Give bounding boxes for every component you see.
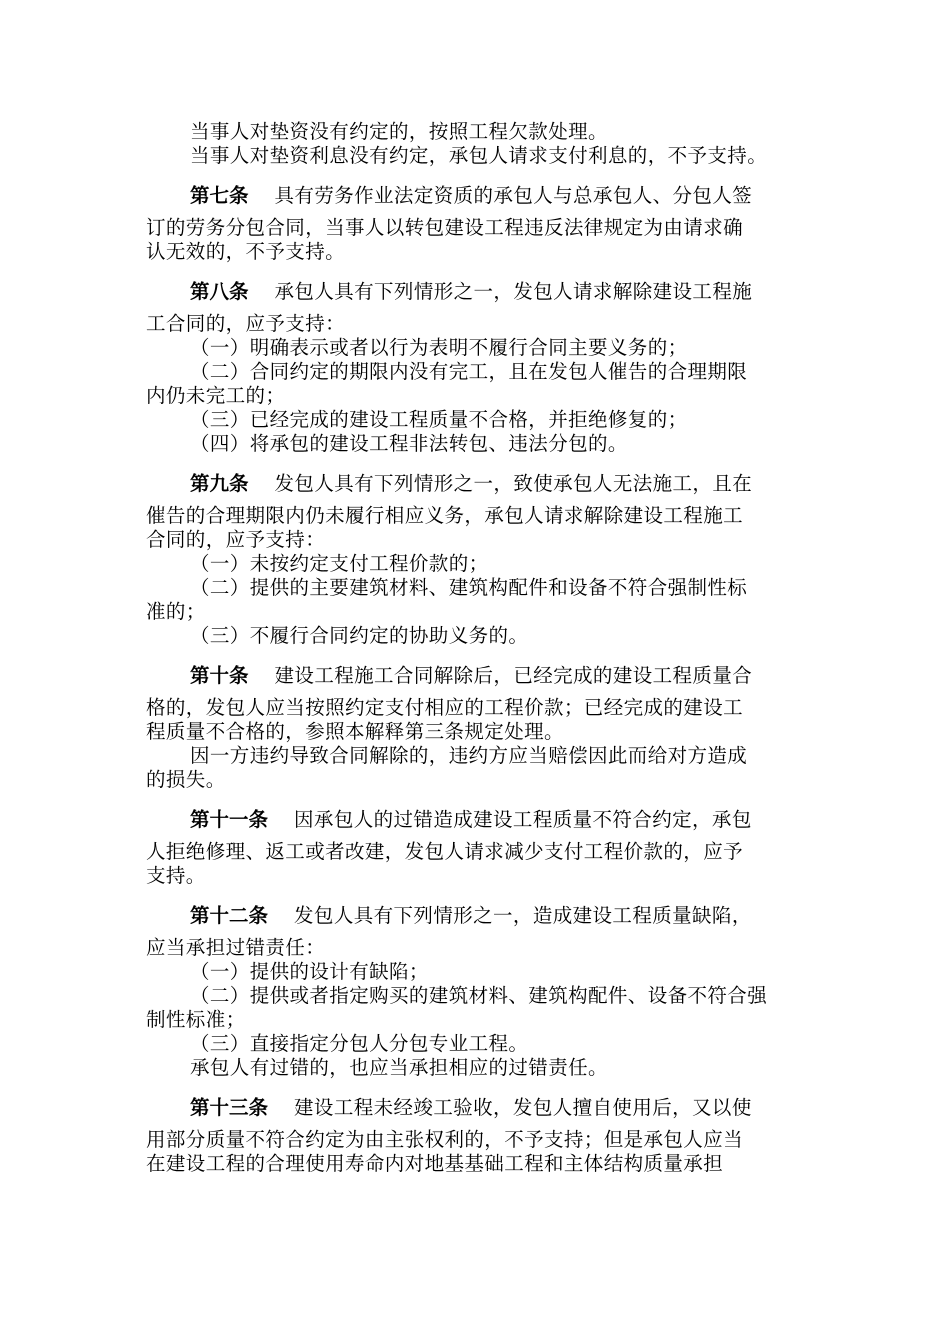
text-line (146, 720, 810, 744)
line-text: 工合同的，应予支持： (146, 312, 346, 335)
text-line (146, 664, 810, 688)
article-number: 第八条 (190, 280, 249, 303)
text-line (146, 552, 810, 576)
text-line (146, 1008, 810, 1032)
article-number: 第十三条 (190, 1096, 269, 1119)
text-line (146, 472, 810, 496)
text-line (146, 280, 810, 304)
line-text: 当事人对垫资没有约定的，按照工程欠款处理。 (190, 120, 608, 143)
line-text: （二）提供的主要建筑材料、建筑构配件和设备不符合强制性标 (190, 576, 748, 599)
line-text: 内仍未完工的； (146, 384, 286, 407)
line-text: 发包人具有下列情形之一，致使承包人无法施工，且在 (274, 472, 753, 495)
line-text: 催告的合理期限内仍未履行相应义务，承包人请求解除建设工程施工 (146, 504, 744, 527)
text-line (146, 312, 810, 336)
text-line (146, 960, 810, 984)
line-text: （三）不履行合同约定的协助义务的。 (190, 624, 529, 647)
line-text: 准的； (146, 600, 206, 623)
text-line (146, 144, 810, 168)
line-text: 订的劳务分包合同，当事人以转包建设工程违反法律规定为由请求确 (146, 216, 744, 239)
text-line (146, 528, 810, 552)
line-text: 因承包人的过错造成建设工程质量不符合约定，承包 (294, 808, 752, 831)
document-body (146, 120, 810, 1176)
text-line (146, 936, 810, 960)
line-text: 支持。 (146, 864, 206, 887)
text-line (146, 984, 810, 1008)
line-text: 制性标准； (146, 1008, 246, 1031)
text-line (146, 696, 810, 720)
line-text: 建设工程未经竣工验收，发包人擅自使用后，又以使 (294, 1096, 752, 1119)
line-text: 格的，发包人应当按照约定支付相应的工程价款；已经完成的建设工 (146, 696, 744, 719)
article-number: 第九条 (190, 472, 249, 495)
line-text: （四）将承包的建设工程非法转包、违法分包的。 (190, 432, 628, 455)
text-line (146, 600, 810, 624)
line-text: （一）未按约定支付工程价款的； (190, 552, 489, 575)
article-number: 第十条 (190, 664, 249, 687)
text-line (146, 184, 810, 208)
line-text: 因一方违约导致合同解除的，违约方应当赔偿因此而给对方造成 (190, 744, 748, 767)
text-line (146, 864, 810, 888)
line-text: 程质量不合格的，参照本解释第三条规定处理。 (146, 720, 564, 743)
text-line (146, 1056, 810, 1080)
line-text: 的损失。 (146, 768, 226, 791)
text-line (146, 120, 810, 144)
text-line (146, 336, 810, 360)
text-line (146, 504, 810, 528)
text-line (146, 1096, 810, 1120)
text-line (146, 1032, 810, 1056)
text-line (146, 408, 810, 432)
line-text: （一）明确表示或者以行为表明不履行合同主要义务的； (190, 336, 688, 359)
text-line (146, 808, 810, 832)
text-line (146, 768, 810, 792)
line-text: 用部分质量不符合约定为由主张权利的，不予支持；但是承包人应当 (146, 1128, 744, 1151)
line-text: 承包人具有下列情形之一，发包人请求解除建设工程施 (274, 280, 753, 303)
line-text: 合同的，应予支持： (146, 528, 326, 551)
line-text: 人拒绝修理、返工或者改建，发包人请求减少支付工程价款的，应予 (146, 840, 744, 863)
line-text: 认无效的，不予支持。 (146, 240, 346, 263)
text-line (146, 432, 810, 456)
line-text: 应当承担过错责任： (146, 936, 326, 959)
text-line (146, 1128, 810, 1152)
text-line (146, 744, 810, 768)
line-text: 发包人具有下列情形之一，造成建设工程质量缺陷， (294, 904, 752, 927)
article-number: 第七条 (190, 184, 249, 207)
line-text: 建设工程施工合同解除后，已经完成的建设工程质量合 (274, 664, 753, 687)
article-number: 第十二条 (190, 904, 269, 927)
line-text: （三）已经完成的建设工程质量不合格，并拒绝修复的； (190, 408, 688, 431)
line-text: 当事人对垫资利息没有约定，承包人请求支付利息的，不予支持。 (190, 144, 768, 167)
text-line (146, 904, 810, 928)
line-text: 承包人有过错的，也应当承担相应的过错责任。 (190, 1056, 608, 1079)
text-line (146, 576, 810, 600)
article-number: 第十一条 (190, 808, 269, 831)
line-text: 在建设工程的合理使用寿命内对地基基础工程和主体结构质量承担 (146, 1152, 724, 1175)
text-line (146, 624, 810, 648)
line-text: （三）直接指定分包人分包专业工程。 (190, 1032, 529, 1055)
line-text: （一）提供的设计有缺陷； (190, 960, 429, 983)
text-line (146, 240, 810, 264)
text-line (146, 384, 810, 408)
text-line (146, 1152, 810, 1176)
text-line (146, 216, 810, 240)
line-text: （二）提供或者指定购买的建筑材料、建筑构配件、设备不符合强 (190, 984, 768, 1007)
text-line (146, 840, 810, 864)
line-text: （二）合同约定的期限内没有完工，且在发包人催告的合理期限 (190, 360, 748, 383)
line-text: 具有劳务作业法定资质的承包人与总承包人、分包人签 (274, 184, 753, 207)
text-line (146, 360, 810, 384)
